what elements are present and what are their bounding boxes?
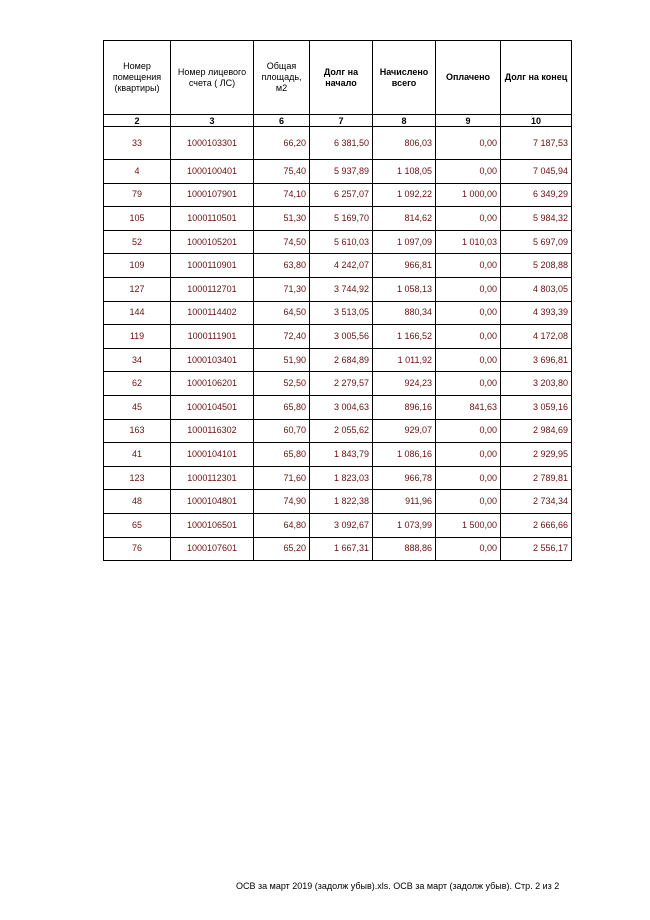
header-debt-start: Долг на начало: [310, 41, 373, 115]
apartment-number-cell: 45: [104, 395, 171, 419]
area-cell: 72,40: [254, 325, 310, 349]
debt-end-cell: 5 697,09: [501, 230, 572, 254]
area-cell: 63,80: [254, 254, 310, 278]
apartment-number-cell: 33: [104, 127, 171, 160]
paid-cell: 0,00: [436, 419, 501, 443]
area-cell: 60,70: [254, 419, 310, 443]
debt-end-cell: 7 187,53: [501, 127, 572, 160]
apartment-number-cell: 4: [104, 160, 171, 184]
charged-cell: 1 092,22: [373, 183, 436, 207]
table-row: [104, 183, 572, 207]
table-row: [104, 207, 572, 231]
debt-end-cell: 2 789,81: [501, 466, 572, 490]
apartment-number-cell: 41: [104, 443, 171, 467]
table-row: [104, 372, 572, 396]
debt-end-cell: 3 059,16: [501, 395, 572, 419]
charged-cell: 924,23: [373, 372, 436, 396]
paid-cell: 0,00: [436, 490, 501, 514]
account-number-cell: 1000114402: [171, 301, 254, 325]
table-row: [104, 160, 572, 184]
table-row: [104, 466, 572, 490]
debt-start-cell: 4 242,07: [310, 254, 373, 278]
table-row: [104, 513, 572, 537]
account-number-cell: 1000110901: [171, 254, 254, 278]
apartment-number-cell: 109: [104, 254, 171, 278]
table-row: [104, 254, 572, 278]
area-cell: 52,50: [254, 372, 310, 396]
area-cell: 74,10: [254, 183, 310, 207]
area-cell: 66,20: [254, 127, 310, 160]
charged-cell: 1 073,99: [373, 513, 436, 537]
area-cell: 74,50: [254, 230, 310, 254]
header-charged-total: Начислено всего: [373, 41, 436, 115]
paid-cell: 0,00: [436, 160, 501, 184]
charged-cell: 966,78: [373, 466, 436, 490]
account-number-cell: 1000110501: [171, 207, 254, 231]
apartment-number-cell: 34: [104, 348, 171, 372]
column-number: 6: [254, 115, 310, 127]
table-row: [104, 419, 572, 443]
paid-cell: 0,00: [436, 372, 501, 396]
debt-end-cell: 2 734,34: [501, 490, 572, 514]
apartment-number-cell: 62: [104, 372, 171, 396]
header-total-area: Общая площадь, м2: [254, 41, 310, 115]
account-number-cell: 1000107901: [171, 183, 254, 207]
account-number-cell: 1000116302: [171, 419, 254, 443]
charged-cell: 911,96: [373, 490, 436, 514]
charged-cell: 806,03: [373, 127, 436, 160]
paid-cell: 0,00: [436, 537, 501, 561]
account-number-cell: 1000104501: [171, 395, 254, 419]
table-row: [104, 395, 572, 419]
area-cell: 71,30: [254, 277, 310, 301]
debt-start-cell: 1 667,31: [310, 537, 373, 561]
debt-start-cell: 5 169,70: [310, 207, 373, 231]
area-cell: 71,60: [254, 466, 310, 490]
debt-start-cell: 3 005,56: [310, 325, 373, 349]
account-number-cell: 1000104801: [171, 490, 254, 514]
area-cell: 51,30: [254, 207, 310, 231]
area-cell: 51,90: [254, 348, 310, 372]
column-number: 10: [501, 115, 572, 127]
apartment-number-cell: 127: [104, 277, 171, 301]
paid-cell: 1 010,03: [436, 230, 501, 254]
debt-start-cell: 6 257,07: [310, 183, 373, 207]
paid-cell: 0,00: [436, 207, 501, 231]
area-cell: 65,20: [254, 537, 310, 561]
table-body: [104, 127, 572, 561]
apartment-number-cell: 65: [104, 513, 171, 537]
charged-cell: 896,16: [373, 395, 436, 419]
paid-cell: 1 500,00: [436, 513, 501, 537]
debt-end-cell: 2 984,69: [501, 419, 572, 443]
header-account-number: Номер лицевого счета ( ЛС): [171, 41, 254, 115]
account-number-cell: 1000103401: [171, 348, 254, 372]
debt-end-cell: 5 208,88: [501, 254, 572, 278]
account-number-cell: 1000106201: [171, 372, 254, 396]
apartment-number-cell: 123: [104, 466, 171, 490]
column-number: 2: [104, 115, 171, 127]
table-row: [104, 230, 572, 254]
column-number: 9: [436, 115, 501, 127]
account-number-cell: 1000105201: [171, 230, 254, 254]
paid-cell: 0,00: [436, 301, 501, 325]
debt-start-cell: 1 843,79: [310, 443, 373, 467]
apartment-number-cell: 79: [104, 183, 171, 207]
charged-cell: 1 108,05: [373, 160, 436, 184]
debt-end-cell: 4 172,08: [501, 325, 572, 349]
area-cell: 75,40: [254, 160, 310, 184]
charged-cell: 929,07: [373, 419, 436, 443]
paid-cell: 0,00: [436, 254, 501, 278]
charged-cell: 966,81: [373, 254, 436, 278]
paid-cell: 841,63: [436, 395, 501, 419]
table-row: [104, 277, 572, 301]
account-number-cell: 1000112701: [171, 277, 254, 301]
header-paid: Оплачено: [436, 41, 501, 115]
column-number: 7: [310, 115, 373, 127]
area-cell: 64,80: [254, 513, 310, 537]
column-number: 8: [373, 115, 436, 127]
charged-cell: 1 058,13: [373, 277, 436, 301]
apartment-number-cell: 119: [104, 325, 171, 349]
charged-cell: 1 086,16: [373, 443, 436, 467]
paid-cell: 0,00: [436, 466, 501, 490]
paid-cell: 0,00: [436, 443, 501, 467]
account-number-cell: 1000106501: [171, 513, 254, 537]
apartment-number-cell: 144: [104, 301, 171, 325]
account-number-cell: 1000111901: [171, 325, 254, 349]
table-row: [104, 127, 572, 160]
table-row: [104, 301, 572, 325]
debt-start-cell: 3 744,92: [310, 277, 373, 301]
account-number-cell: 1000103301: [171, 127, 254, 160]
debt-end-cell: 3 203,80: [501, 372, 572, 396]
table-row: [104, 490, 572, 514]
header-apartment-number: Номер помещения (квартиры): [104, 41, 171, 115]
debt-start-cell: 2 055,62: [310, 419, 373, 443]
debt-start-cell: 3 092,67: [310, 513, 373, 537]
debt-end-cell: 2 666,66: [501, 513, 572, 537]
table-row: [104, 325, 572, 349]
account-number-cell: 1000100401: [171, 160, 254, 184]
debt-start-cell: 2 684,89: [310, 348, 373, 372]
debt-start-cell: 3 513,05: [310, 301, 373, 325]
debt-end-cell: 4 803,05: [501, 277, 572, 301]
debt-end-cell: 5 984,32: [501, 207, 572, 231]
table-header-row: [104, 41, 572, 115]
debt-end-cell: 7 045,94: [501, 160, 572, 184]
debt-end-cell: 4 393,39: [501, 301, 572, 325]
paid-cell: 0,00: [436, 325, 501, 349]
charged-cell: 1 097,09: [373, 230, 436, 254]
paid-cell: 0,00: [436, 277, 501, 301]
area-cell: 64,50: [254, 301, 310, 325]
paid-cell: 0,00: [436, 348, 501, 372]
table-row: [104, 443, 572, 467]
charged-cell: 1 011,92: [373, 348, 436, 372]
debt-start-cell: 5 937,89: [310, 160, 373, 184]
paid-cell: 0,00: [436, 127, 501, 160]
apartment-number-cell: 48: [104, 490, 171, 514]
table-row: [104, 537, 572, 561]
debt-report-table: [103, 40, 572, 561]
debt-start-cell: 3 004,63: [310, 395, 373, 419]
area-cell: 65,80: [254, 443, 310, 467]
area-cell: 74,90: [254, 490, 310, 514]
charged-cell: 888,86: [373, 537, 436, 561]
account-number-cell: 1000104101: [171, 443, 254, 467]
charged-cell: 880,34: [373, 301, 436, 325]
account-number-cell: 1000112301: [171, 466, 254, 490]
area-cell: 65,80: [254, 395, 310, 419]
apartment-number-cell: 163: [104, 419, 171, 443]
charged-cell: 1 166,52: [373, 325, 436, 349]
debt-end-cell: 2 929,95: [501, 443, 572, 467]
apartment-number-cell: 105: [104, 207, 171, 231]
column-number: 3: [171, 115, 254, 127]
page-footer: ОСВ за март 2019 (задолж убыв).xls. ОСВ за март (задолж убыв). Стр. 2 из 2: [236, 881, 560, 891]
charged-cell: 814,62: [373, 207, 436, 231]
debt-end-cell: 2 556,17: [501, 537, 572, 561]
account-number-cell: 1000107601: [171, 537, 254, 561]
apartment-number-cell: 52: [104, 230, 171, 254]
debt-start-cell: 2 279,57: [310, 372, 373, 396]
debt-start-cell: 1 823,03: [310, 466, 373, 490]
debt-start-cell: 1 822,38: [310, 490, 373, 514]
debt-start-cell: 5 610,03: [310, 230, 373, 254]
debt-end-cell: 6 349,29: [501, 183, 572, 207]
column-number-row: [104, 115, 572, 127]
debt-start-cell: 6 381,50: [310, 127, 373, 160]
header-debt-end: Долг на конец: [501, 41, 572, 115]
apartment-number-cell: 76: [104, 537, 171, 561]
debt-end-cell: 3 696,81: [501, 348, 572, 372]
paid-cell: 1 000,00: [436, 183, 501, 207]
table-row: [104, 348, 572, 372]
